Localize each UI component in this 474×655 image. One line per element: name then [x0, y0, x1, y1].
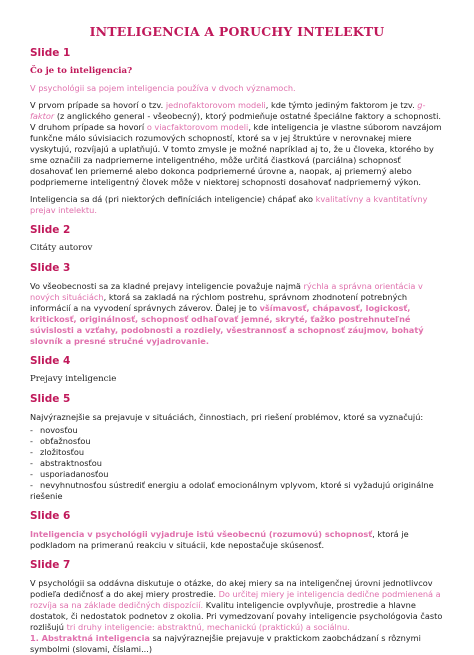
slide-1-heading: Slide 1 — [30, 47, 71, 59]
text-run: (z anglického general - všeobecný), ktorý podmieňuje ostatné špeciálne faktory a schopnosti. V druhom prípade sa hovorí — [30, 111, 441, 132]
text-run: Vo všeobecnosti sa za kladné prejavy inteligencie považuje najmä — [30, 281, 304, 291]
slide-7-heading: Slide 7 — [30, 559, 71, 571]
highlight-run: všímavosť, chápavosť, logickosť, kritickosť, originálnosť, schopnosť odhaľovať jemné, skryté, ťažko postrehnuteľné súvislosti a vzťahy, podobnosti a rozdiely, všestrannosť a schopnosť záujmov, bohatý slovník a presné stručné vyjadrovanie. — [30, 303, 424, 346]
highlight-run: jednofaktorovom modeli — [165, 100, 266, 110]
slide-7-paragraph — [30, 578, 444, 633]
list-item: - abstraktnosťou — [30, 458, 444, 469]
highlight-run: kvalitatívny a kvantitatívny prejav intelektu. — [30, 194, 428, 215]
text-run: , ktorá sa zakladá na rýchlom postrehu, správnom zhodnotení potrebných informácií a na vyvodení správnych záverov. Ďalej je to — [30, 292, 408, 313]
list-item: - novosťou — [30, 425, 444, 436]
text-run: , ktorá je podkladom na primeranú reakciu v situácii, kde nepostačuje skúsenosť. — [30, 529, 409, 550]
slide-6-heading: Slide 6 — [30, 510, 71, 522]
text-run: Inteligencia sa dá (pri niektorých definíciách inteligencie) chápať ako — [30, 194, 316, 204]
slide-1-paragraph-1 — [30, 100, 444, 188]
slide-5-intro: Najvýraznejšie sa prejavuje v situáciách, činnostiach, pri riešení problémov, ktoré sa vyznačujú: — [30, 412, 424, 422]
slide-1-paragraph-2 — [30, 194, 444, 216]
highlight-run: rýchla a správna orientácia v nových situáciách — [30, 281, 423, 302]
list-item: - usporiadanosťou — [30, 469, 444, 480]
slide-3-heading: Slide 3 — [30, 262, 71, 274]
slide-1-subheading: Čo je to inteligencia? — [30, 66, 133, 76]
list-item: - obťažnosťou — [30, 436, 444, 447]
slide-4-text: Prejavy inteligencie — [30, 374, 117, 384]
text-run: , kde týmto jediným faktorom je tzv. — [265, 100, 418, 110]
highlight-run: Inteligencia v psychológii vyjadruje istú všeobecnú (rozumovú) schopnosť — [30, 529, 373, 539]
highlight-run: o viacfaktorovom modeli — [146, 122, 249, 132]
slide-2-text: Citáty autorov — [30, 243, 93, 253]
text-run: V prvom prípade sa hovorí o tzv. — [30, 100, 166, 110]
slide-4-heading: Slide 4 — [30, 355, 71, 367]
list-item: - nevyhnutnosťou sústrediť energiu a odolať emocionálnym vplyvom, ktoré si vyžadujú originálne riešenie — [30, 480, 444, 502]
slide-1-highlight-line: V psychológii sa pojem inteligencia používa v dvoch významoch. — [30, 83, 296, 93]
text-run: V psychológii sa oddávna diskutuje o otázke, do akej miery sa na inteligenčnej úrovni jednotlivcov podieľa dedičnosť a do akej miery prostredie. — [30, 578, 433, 599]
text-run: Kvalitu inteligencie ovplyvňuje, prostredie a hlavne dostatok, či nedostatok podnetov z okolia. Pri vymedzovaní povahy inteligencie psychológovia často rozlišujú — [30, 600, 443, 632]
slide-3-paragraph — [30, 281, 444, 347]
slide-6-paragraph — [30, 529, 444, 551]
slide-2-heading: Slide 2 — [30, 224, 71, 236]
highlight-run: 1. Abstraktná inteligencia — [30, 633, 150, 643]
text-run: , kde inteligencia je vlastne súborom navzájom funkčne málo súvisiacich rozumových schopností, ktoré sa v jej štruktúre v nerovnakej miere vyskytujú, rozvíjajú a uplatňujú. V tomto zmysle je možné napríklad aj to, že u človeka, ktorého by sme označili za nadpriemerne inteligentného, môže určitá čiastková (parciálna) schopnosť dosahovať len priemerné alebo dokonca podpriemerné úrovne a, naopak, aj priemerný alebo podpriemerne inteligentný človek môže v niektorej schopnosti dosahovať nadpriemerný výkon. — [30, 122, 442, 187]
highlight-run: tri druhy inteligencie: abstraktnú, mechanickú (praktickú) a sociálnu. — [66, 622, 350, 632]
text-run: sa najvýraznejšie prejavuje v praktickom zaobchádzaní s rôznymi symbolmi (slovami, číslami...) — [30, 633, 421, 654]
list-item: - zložitosťou — [30, 447, 444, 458]
highlight-run: Do určitej miery je inteligencia dedične podmienená a rozvíja sa na základe dedičných dispozícií. — [30, 589, 441, 610]
highlight-run: g-faktor — [30, 100, 426, 121]
slide-5-list — [30, 425, 444, 502]
slide-7-paragraph-2 — [30, 633, 444, 655]
slide-5-heading: Slide 5 — [30, 393, 71, 405]
document-title: INTELIGENCIA A PORUCHY INTELEKTU — [89, 24, 385, 39]
